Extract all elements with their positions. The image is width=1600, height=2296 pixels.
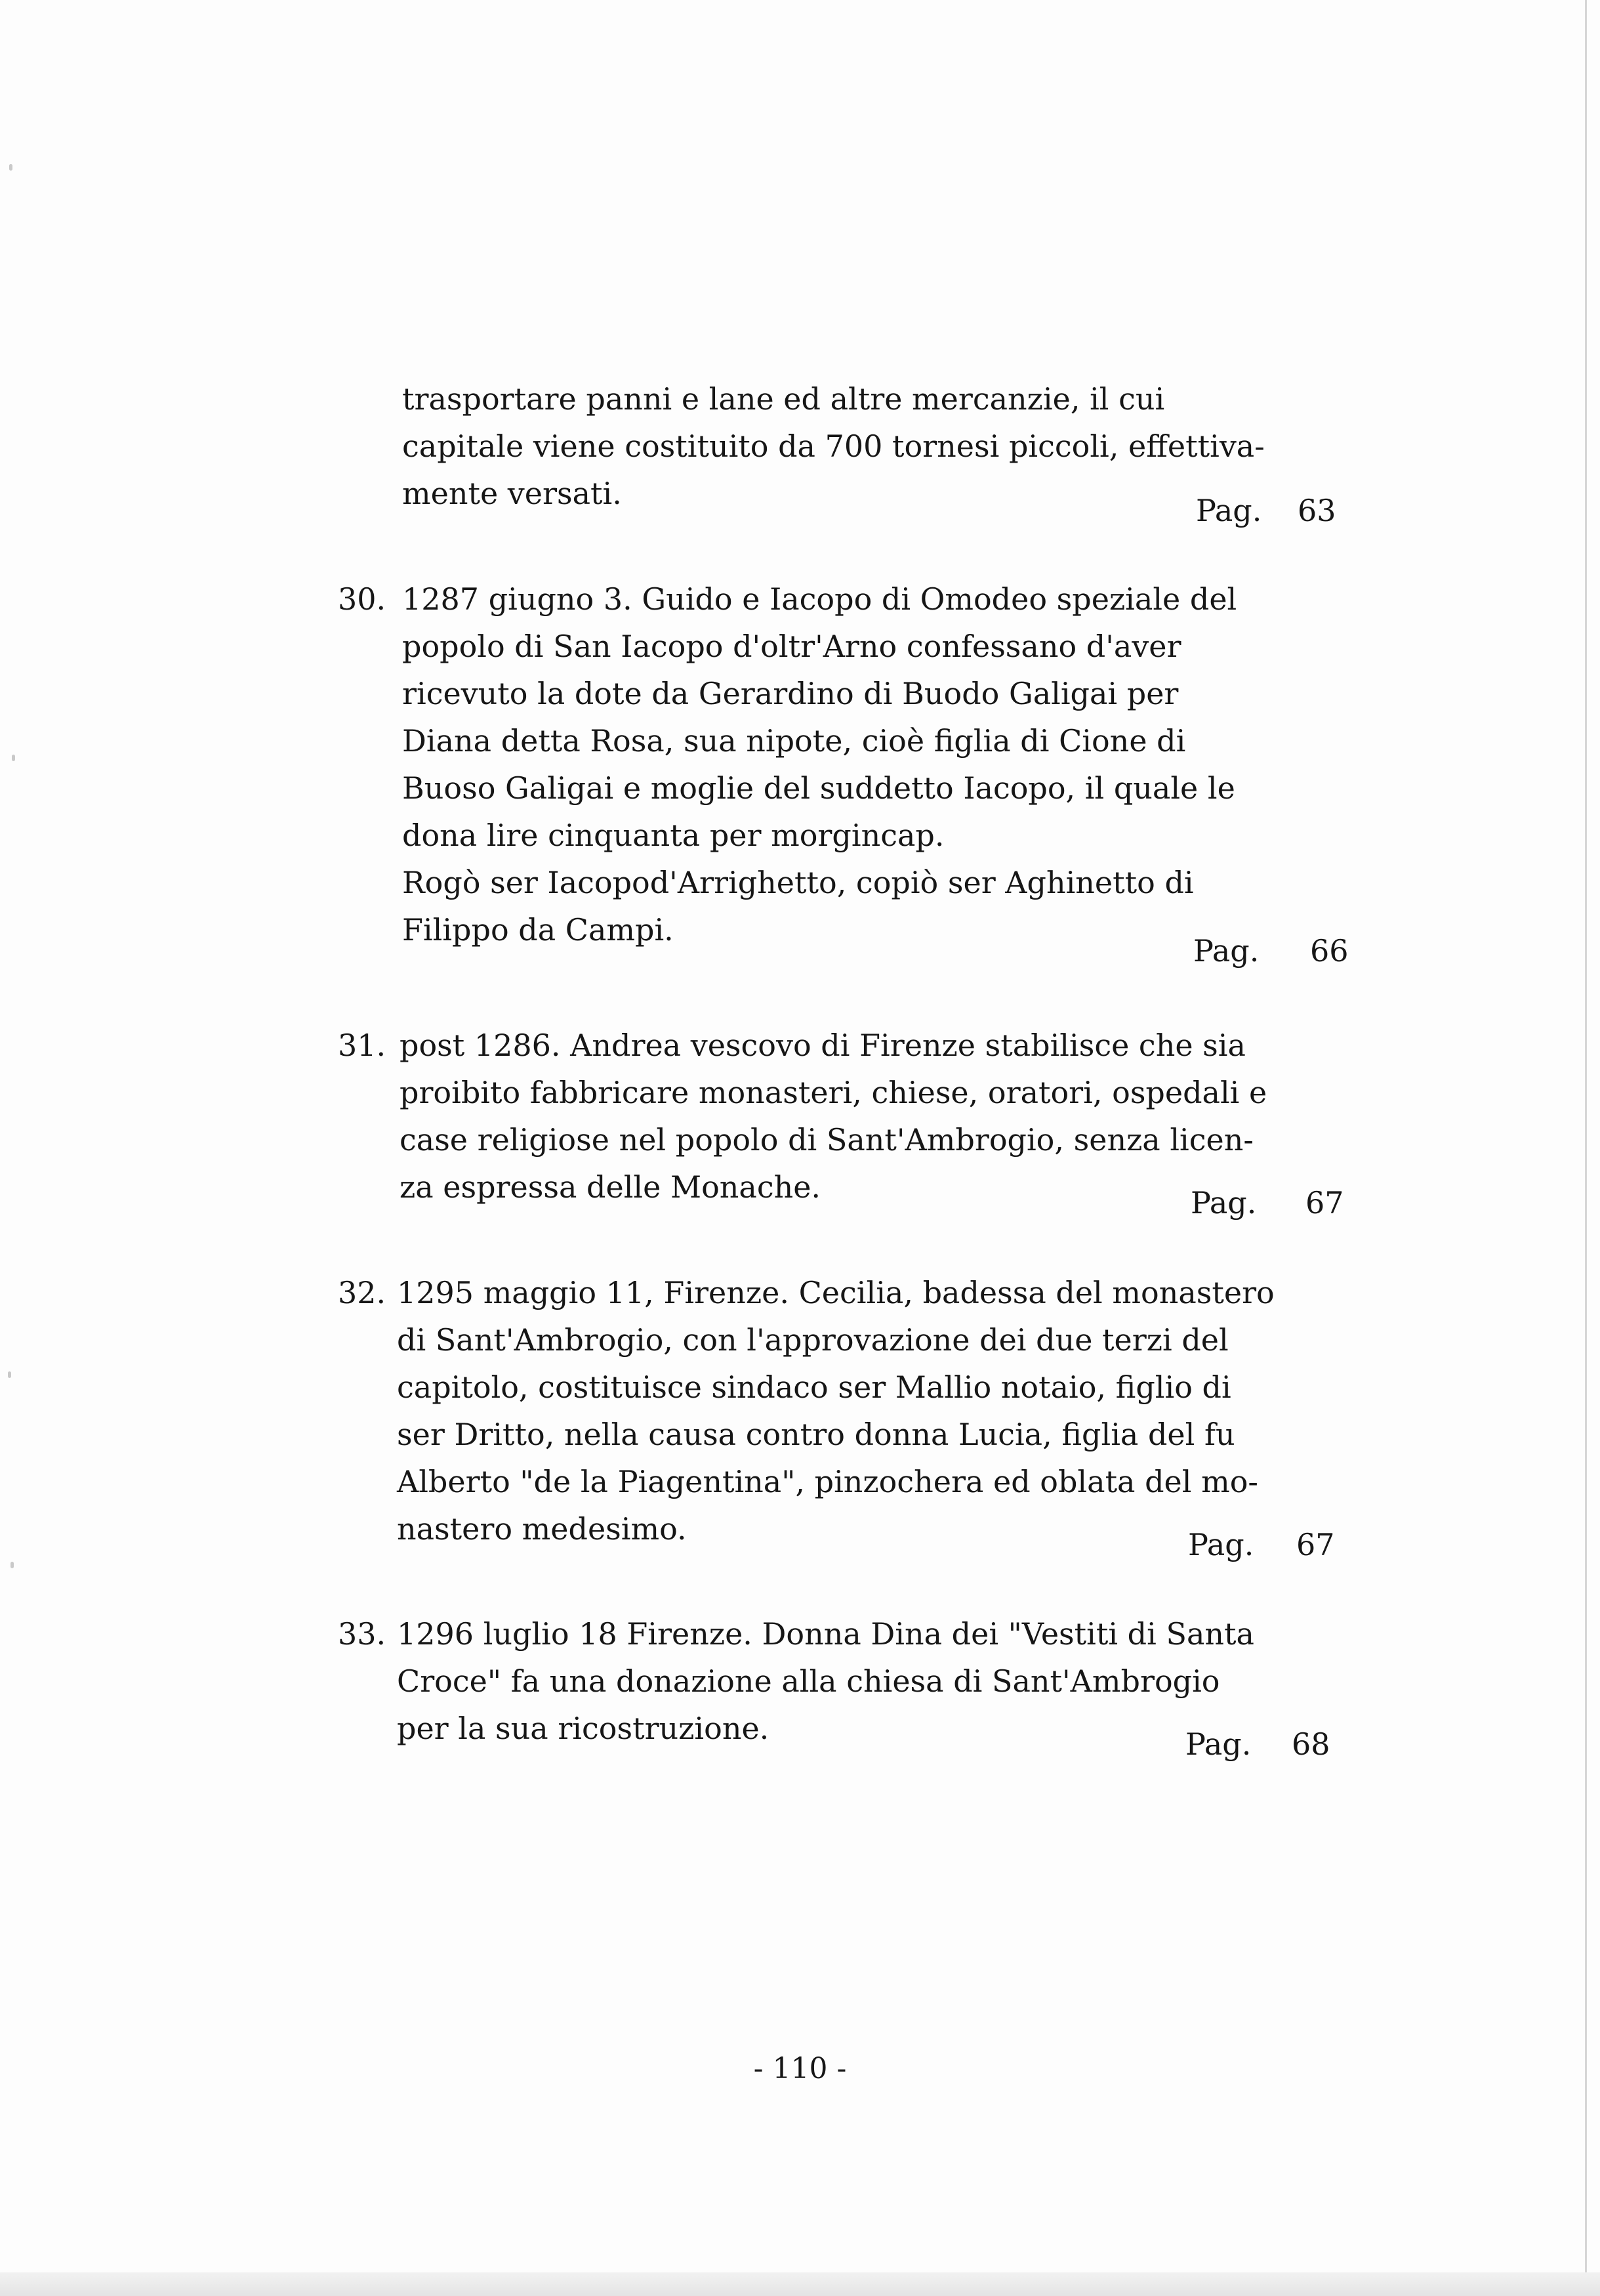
- page-reference-number: 68: [1292, 1726, 1330, 1762]
- entry-line: nastero medesimo.: [397, 1511, 687, 1547]
- entry-line: dona lire cinquanta per morgincap.: [402, 818, 945, 853]
- scan-bottom-edge: [0, 2272, 1600, 2296]
- entry-line: per la sua ricostruzione.: [397, 1711, 769, 1746]
- scan-speck: [12, 755, 15, 761]
- entry-line: Filippo da Campi.: [402, 912, 674, 948]
- scan-speck: [8, 1371, 11, 1378]
- entry-line: di Sant'Ambrogio, con l'approvazione dei due terzi del: [397, 1322, 1229, 1358]
- entry-line: case religiose nel popolo di Sant'Ambrogio, senza licen-: [400, 1122, 1254, 1158]
- page-reference-label: Pag.: [1193, 933, 1260, 969]
- page-reference-label: Pag.: [1185, 1726, 1252, 1762]
- entry-line: trasportare panni e lane ed altre mercanzie, il cui: [402, 381, 1165, 417]
- entry-number: 32.: [338, 1275, 386, 1310]
- page-reference-label: Pag.: [1196, 493, 1262, 528]
- entry-line: 1296 luglio 18 Firenze. Donna Dina dei "Vestiti di Santa: [397, 1616, 1254, 1652]
- scan-speck: [9, 164, 12, 171]
- page-reference-number: 63: [1298, 493, 1336, 528]
- entry-line: 1295 maggio 11, Firenze. Cecilia, badessa del monastero: [397, 1275, 1275, 1310]
- entry-line: capitale viene costituito da 700 tornesi piccoli, effettiva-: [402, 428, 1265, 464]
- entry-line: Alberto "de la Piagentina", pinzochera ed oblata del mo-: [397, 1464, 1258, 1499]
- page-number: - 110 -: [753, 2052, 847, 2085]
- entry-line: Croce" fa una donazione alla chiesa di Sant'Ambrogio: [397, 1663, 1220, 1699]
- entry-line: popolo di San Iacopo d'oltr'Arno confessano d'aver: [402, 629, 1181, 664]
- page-reference-label: Pag.: [1191, 1185, 1257, 1221]
- scan-right-edge: [1585, 0, 1587, 2296]
- page-reference-label: Pag.: [1188, 1527, 1254, 1562]
- entry-text: [402, 375, 1275, 517]
- entry-line: za espressa delle Monache.: [400, 1169, 821, 1205]
- entry-line: post 1286. Andrea vescovo di Firenze stabilisce che sia: [400, 1028, 1246, 1063]
- entry-text: [402, 575, 1275, 953]
- entry-text: [400, 1022, 1272, 1211]
- entry-number: 33.: [338, 1616, 386, 1652]
- scan-speck: [10, 1562, 14, 1568]
- entry-number: 31.: [338, 1028, 386, 1063]
- entry-line: ricevuto la dote da Gerardino di Buodo Galigai per: [402, 676, 1179, 711]
- entry-line: proibito fabbricare monasteri, chiese, oratori, ospedali e: [400, 1075, 1267, 1110]
- entry-line: 1287 giugno 3. Guido e Iacopo di Omodeo speziale del: [402, 581, 1237, 617]
- entry-line: Rogò ser Iacopod'Arrighetto, copiò ser Aghinetto di: [402, 865, 1194, 900]
- entry-line: capitolo, costituisce sindaco ser Mallio notaio, figlio di: [397, 1369, 1231, 1405]
- page-reference-number: 66: [1310, 933, 1349, 969]
- entry-text: [397, 1269, 1273, 1553]
- page-reference-number: 67: [1305, 1185, 1344, 1221]
- page-reference-number: 67: [1296, 1527, 1335, 1562]
- entry-line: Diana detta Rosa, sua nipote, cioè figlia di Cione di: [402, 723, 1186, 759]
- entry-line: mente versati.: [402, 476, 622, 511]
- entry-line: Buoso Galigai e moglie del suddetto Iacopo, il quale le: [402, 770, 1235, 806]
- entry-number: 30.: [338, 581, 386, 617]
- entry-text: [397, 1610, 1273, 1752]
- entry-line: ser Dritto, nella causa contro donna Lucia, figlia del fu: [397, 1417, 1235, 1452]
